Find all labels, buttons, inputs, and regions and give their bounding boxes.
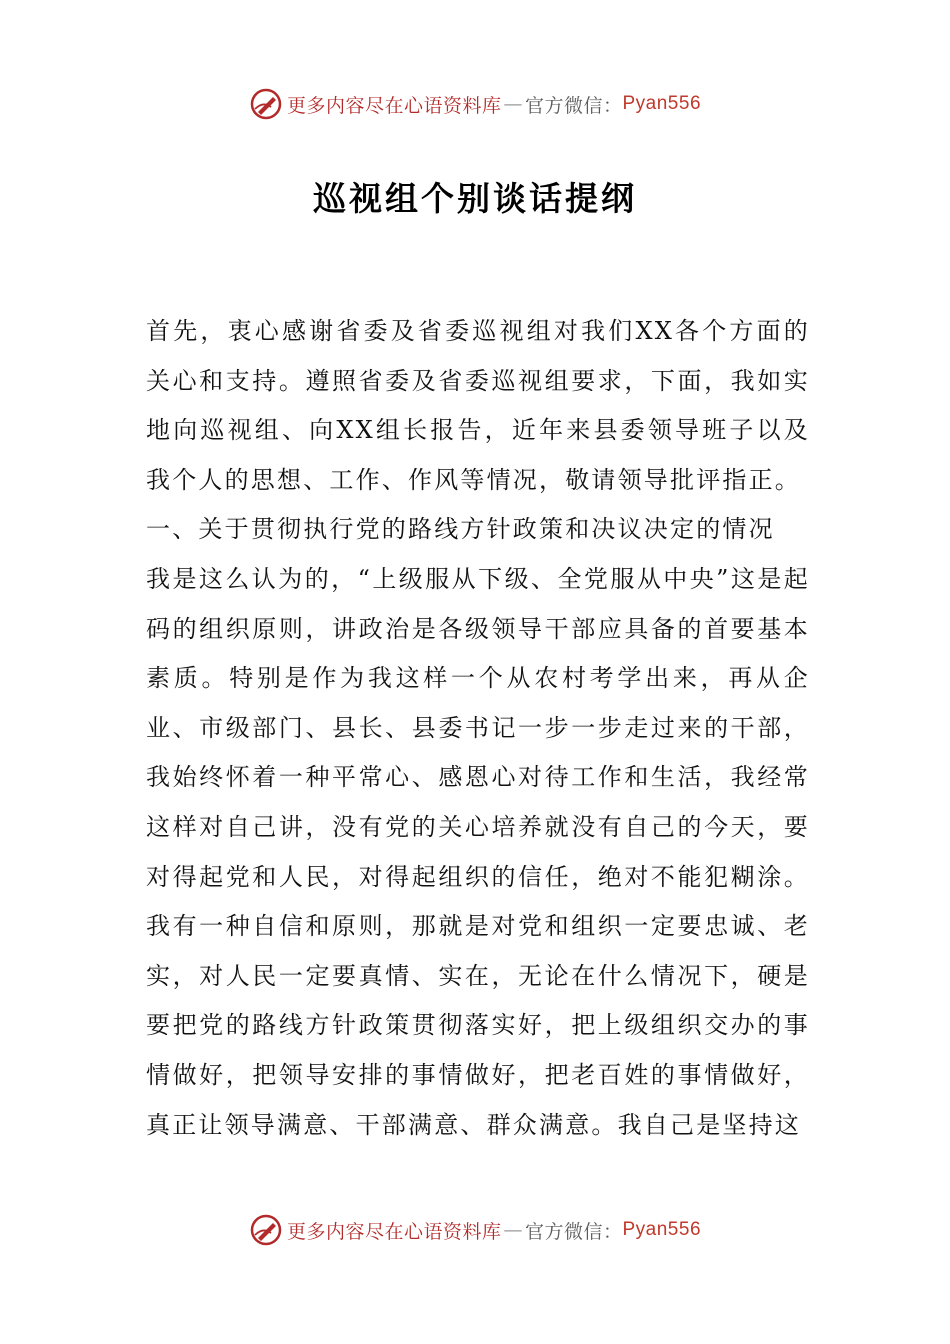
watermark-site-text: 更多内容尽在心语资料库 <box>286 94 502 117</box>
header-watermark <box>0 84 950 124</box>
watermark-separator: — <box>503 1219 523 1241</box>
section-heading: 一、关于贯彻执行党的路线方针政策和决议决定的情况 <box>146 515 775 544</box>
watermark-site-text: 更多内容尽在心语资料库 <box>286 1220 502 1243</box>
document-body <box>146 307 810 1150</box>
watermark-wechat-id: Pyan556 <box>622 93 702 114</box>
document-title: 巡视组个别谈话提纲 <box>313 179 637 218</box>
paragraph-section-1: 我是这么认为的，“上级服从下级、全党服从中央”这是起码的组织原则，讲政治是各级领导干部应具备的首要基本素质。特别是作为我这样一个从农村考学出来，再从企业、市级部门、县长、县委书记一步一步走过来的干部，我始终怀着一种平常心、感恩心对待工作和生活，我经常这样对自己讲，没有党的关心培养就没有自己的今天，要对得起党和人民，对得起组织的信任，绝对不能犯糊涂。我有一种自信和原则，那就是对党和组织一定要忠诚、老实，对人民一定要真情、实在，无论在什么情况下，硬是要把党的路线方针政策贯彻落实好，把上级组织交办的事情做好，把领导安排的事情做好，把老百姓的事情做好，真正让领导满意、干部满意、群众满意。我自己是坚持这 <box>146 564 810 1139</box>
watermark-wechat-id: Pyan556 <box>622 1219 702 1240</box>
pen-logo-icon <box>249 87 283 121</box>
watermark-wechat-label: 官方微信： <box>524 1220 623 1243</box>
paragraph-intro: 首先，衷心感谢省委及省委巡视组对我们XX各个方面的关心和支持。遵照省委及省委巡视组要求，下面，我如实地向巡视组、向XX组长报告，近年来县委领导班子以及我个人的思想、工作、作风等情况，敬请领导批评指正。 <box>146 317 810 494</box>
footer-watermark <box>0 1210 950 1250</box>
watermark-wechat-label: 官方微信： <box>524 94 623 117</box>
pen-logo-icon <box>249 1213 283 1247</box>
watermark-separator: — <box>503 93 523 115</box>
